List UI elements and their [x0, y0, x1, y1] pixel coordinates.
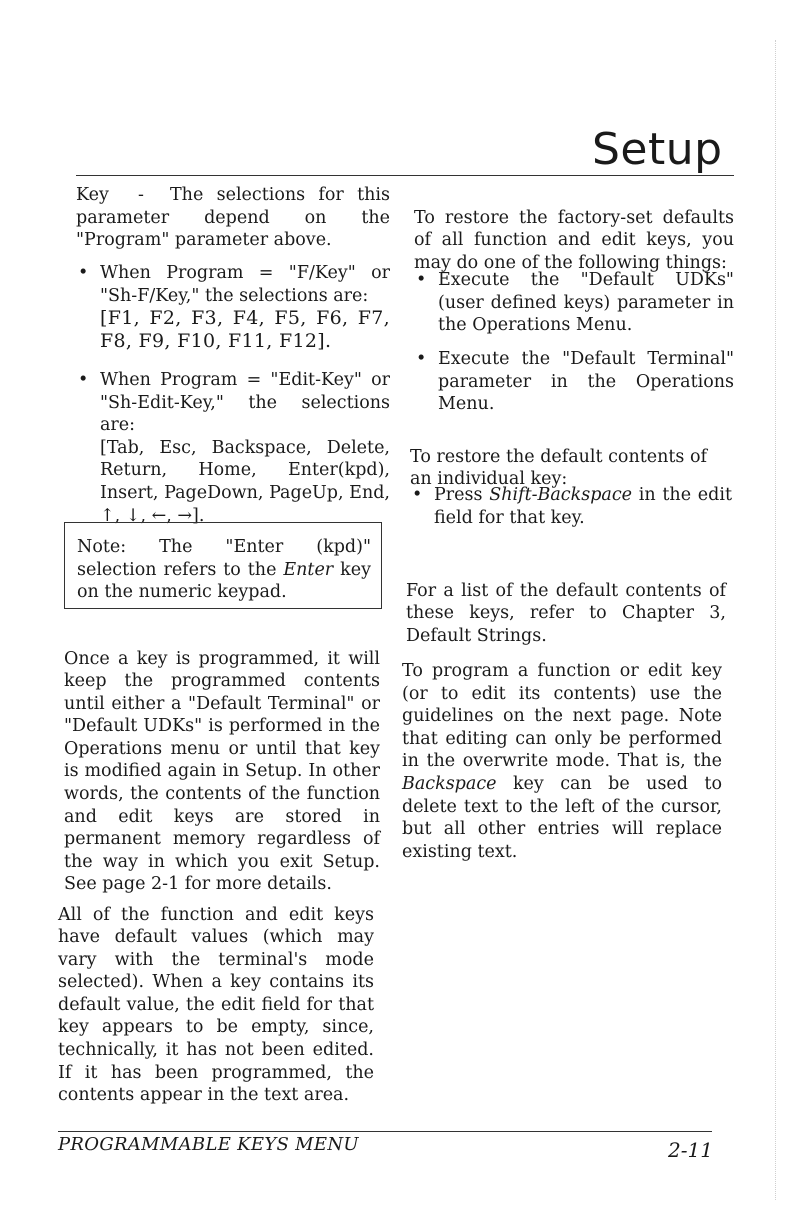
individual-suffix: in the edit field for that key.	[434, 485, 732, 528]
note-suffix: key on the numeric keypad.	[77, 559, 371, 603]
restore-options-list	[414, 269, 734, 337]
backspace-text: Backspace	[402, 773, 497, 794]
list-item	[414, 348, 734, 416]
note-box	[64, 522, 382, 609]
bullet2-keys: [Tab, Esc, Backspace, Delete, Return, Home, Enter(kpd), Insert, PageDown, PageUp, End, ↑, ↓, ←, →].	[100, 437, 390, 526]
restore-option-udks: • Execute the "Default UDKs" (user defined keys) parameter in the Operations Menu.	[438, 270, 734, 336]
shift-backspace-text: Shift-Backspace	[489, 485, 632, 505]
header-rule	[76, 175, 734, 176]
individual-prefix: Press	[434, 485, 483, 505]
key-label: Key	[76, 185, 109, 205]
note-prefix: Note: The "Enter (kpd)" selection refers to the	[77, 537, 371, 580]
program-prefix: To program a function or edit key (or to edit its contents) use the guidelines on the next page. Note that editing can only be performed in the overwrite mode. That is, the	[402, 661, 722, 772]
restore-options-list-2	[414, 348, 734, 416]
restore-option-terminal: • Execute the "Default Terminal" parameter in the Operations Menu.	[438, 349, 734, 415]
list-item	[76, 262, 390, 352]
list-item	[414, 269, 734, 337]
list-item	[76, 369, 390, 527]
program-key-paragraph	[402, 660, 722, 863]
page-number: 2-11	[668, 1138, 713, 1162]
individual-list	[410, 484, 732, 529]
paragraph-default-values: All of the function and edit keys have default values (which may vary with the terminal's mode selected). When a key contains its default value, the edit field for that key appears to be empty, since, technically, it has not been edited. If it has been programmed, the contents appear in the text area.	[58, 904, 374, 1106]
footer-section-title: PROGRAMMABLE KEYS MENU	[58, 1134, 359, 1155]
individual-intro: To restore the default contents of an individual key:	[410, 446, 707, 490]
bullet1-lead: • When Program = "F/Key" or "Sh-F/Key," the selections are:	[100, 263, 390, 306]
program-suffix: key can be used to delete text to the left of the cursor, but all other entries will replace existing text.	[402, 773, 722, 862]
footer-rule	[58, 1131, 712, 1132]
page-title: Setup	[592, 124, 723, 175]
paragraph-once-programmed: Once a key is programmed, it will keep the programmed contents until either a "Default Terminal" or "Default UDKs" is performed in the Operations menu or until that key is modified again in Setup. In other words, the contents of the function and edit keys are stored in permanent memory regardless of the way in which you exit Setup. See page 2-1 for more details.	[64, 648, 380, 895]
default-strings-reference: For a list of the default contents of these keys, refer to Chapter 3, Default Strings.	[406, 580, 726, 646]
selection-list-fkeys	[76, 262, 390, 352]
note-emphasis: Enter	[283, 559, 334, 580]
restore-intro: To restore the factory-set defaults of all function and edit keys, you may do one of the following things:	[414, 207, 734, 273]
scan-edge	[775, 40, 776, 1200]
key-dash: -	[138, 185, 144, 205]
bullet2-lead: • When Program = "Edit-Key" or "Sh-Edit-Key," the selections are:	[100, 370, 390, 436]
selection-list-editkeys	[76, 369, 390, 527]
key-description: The selections for this parameter depend on the "Program" parameter above.	[76, 185, 390, 251]
list-item	[410, 484, 732, 529]
bullet1-keys: [F1, F2, F3, F4, F5, F6, F7, F8, F9, F10, F11, F12].	[100, 307, 390, 352]
